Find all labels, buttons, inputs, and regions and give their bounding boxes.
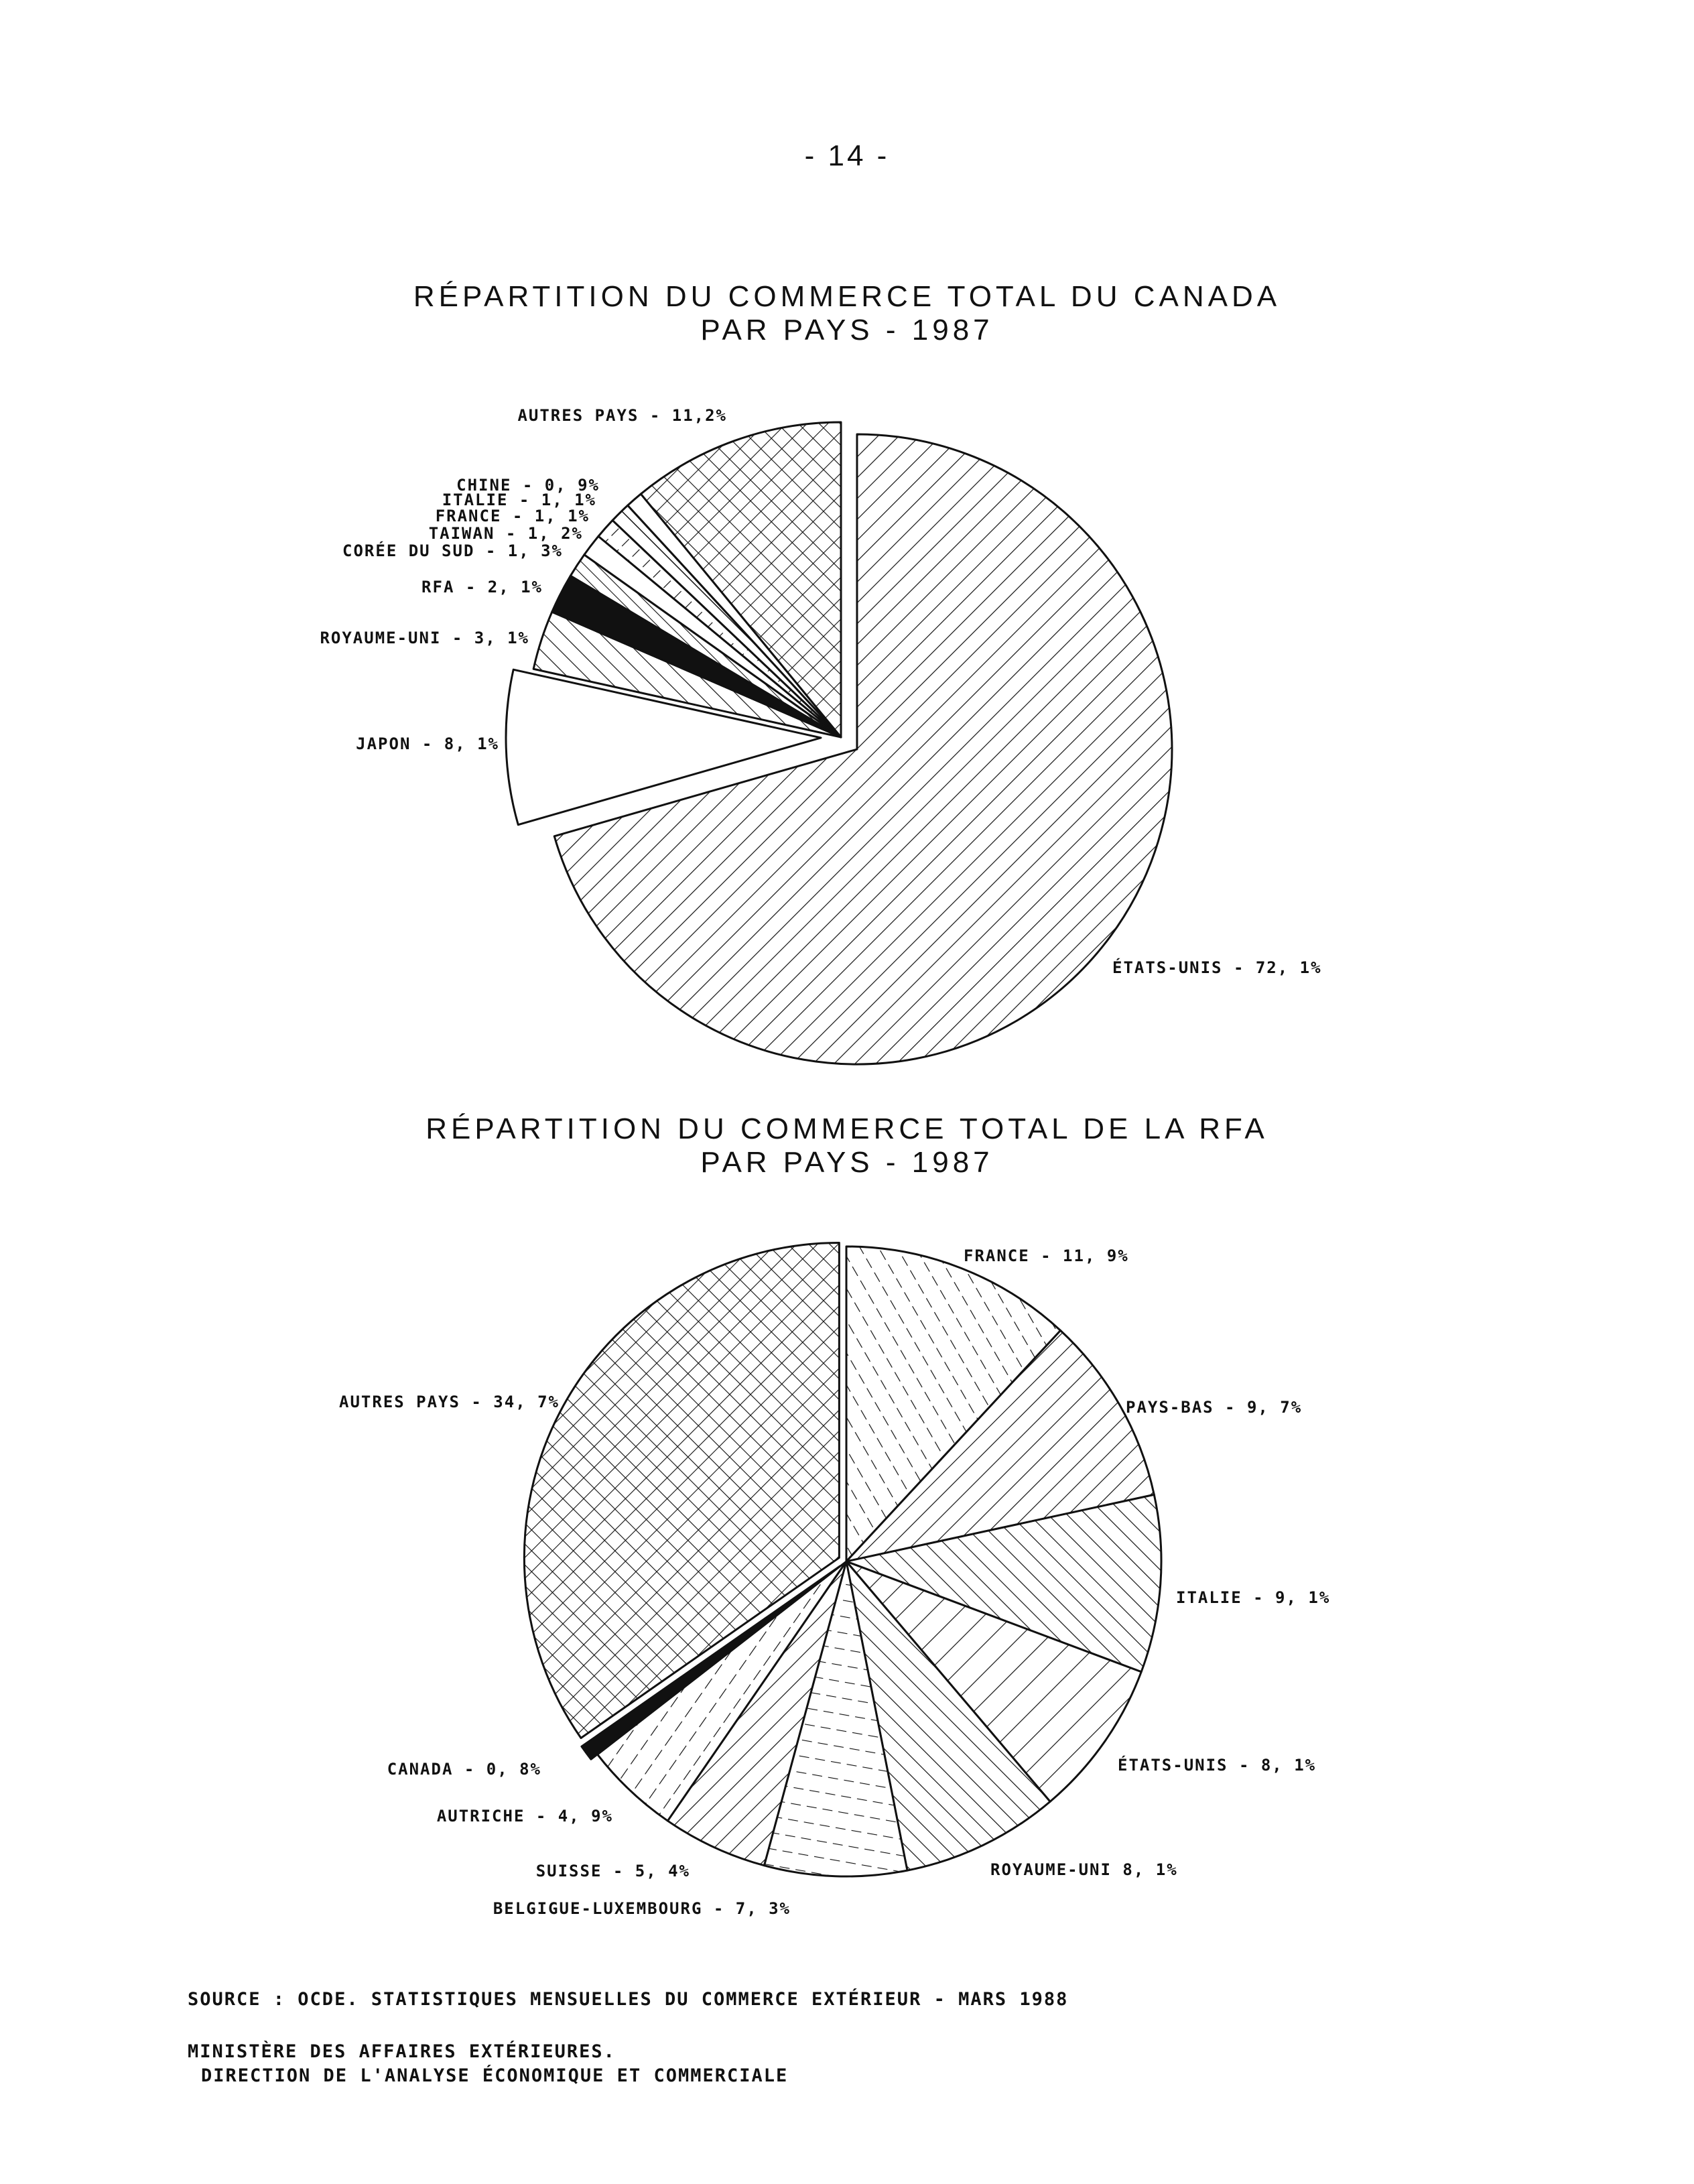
rfa-slice-label-8: CANADA - 0, 8%	[387, 1760, 541, 1779]
ca-slice-label-3: RFA - 2, 1%	[421, 578, 543, 596]
ca-slice-label-5: TAIWAN - 1, 2%	[428, 524, 583, 543]
ca-slice-label-4: CORÉE DU SUD - 1, 3%	[342, 541, 563, 560]
rfa-slice-label-6: SUISSE - 5, 4%	[535, 1862, 690, 1880]
rfa-chart-title-block	[0, 1112, 1694, 1179]
canada-chart-title: RÉPARTITION DU COMMERCE TOTAL DU CANADA	[413, 280, 1281, 313]
canada-chart-subtitle: PAR PAYS - 1987	[700, 314, 994, 346]
rfa-slice-label-7: AUTRICHE - 4, 9%	[436, 1807, 613, 1825]
ca-slice-label-6: FRANCE - 1, 1%	[435, 507, 590, 525]
rfa-slice-label-9: AUTRES PAYS - 34, 7%	[339, 1393, 560, 1411]
rfa-slice-label-1: PAYS-BAS - 9, 7%	[1126, 1398, 1303, 1417]
ca-slice-label-2: ROYAUME-UNI - 3, 1%	[320, 629, 529, 647]
ca-slice-label-8: CHINE - 0, 9%	[456, 476, 600, 495]
rfa-chart-title: RÉPARTITION DU COMMERCE TOTAL DE LA RFA	[426, 1112, 1268, 1145]
rfa-slice-label-0: FRANCE - 11, 9%	[964, 1246, 1129, 1265]
ca-slice-label-1: JAPON - 8, 1%	[356, 734, 499, 753]
rfa-slice-label-5: BELGIGUE-LUXEMBOURG - 7, 3%	[493, 1899, 791, 1918]
ministry-line-1: MINISTÈRE DES AFFAIRES EXTÉRIEURES.	[188, 2041, 616, 2062]
source-note: SOURCE : OCDE. STATISTIQUES MENSUELLES DU COMMERCE EXTÉRIEUR - MARS 1988	[188, 1989, 1069, 2010]
ca-slice-label-7: ITALIE - 1, 1%	[442, 491, 596, 509]
ministry-line-2: DIRECTION DE L'ANALYSE ÉCONOMIQUE ET COMMERCIALE	[201, 2065, 789, 2086]
rfa-slice-label-4: ROYAUME-UNI 8, 1%	[990, 1860, 1178, 1879]
rfa-slice-label-3: ÉTATS-UNIS - 8, 1%	[1118, 1756, 1317, 1775]
ca-slice-label-0: ÉTATS-UNIS - 72, 1%	[1112, 958, 1322, 977]
rfa-slice-label-2: ITALIE - 9, 1%	[1176, 1588, 1331, 1607]
ca-slice-label-9: AUTRES PAYS - 11,2%	[517, 406, 727, 425]
rfa-pie-chart	[0, 1206, 1694, 1917]
canada-chart-title-block	[0, 280, 1694, 347]
rfa-chart-subtitle: PAR PAYS - 1987	[700, 1146, 994, 1179]
canada-pie-chart	[0, 375, 1694, 1099]
page-number: - 14 -	[804, 139, 890, 172]
